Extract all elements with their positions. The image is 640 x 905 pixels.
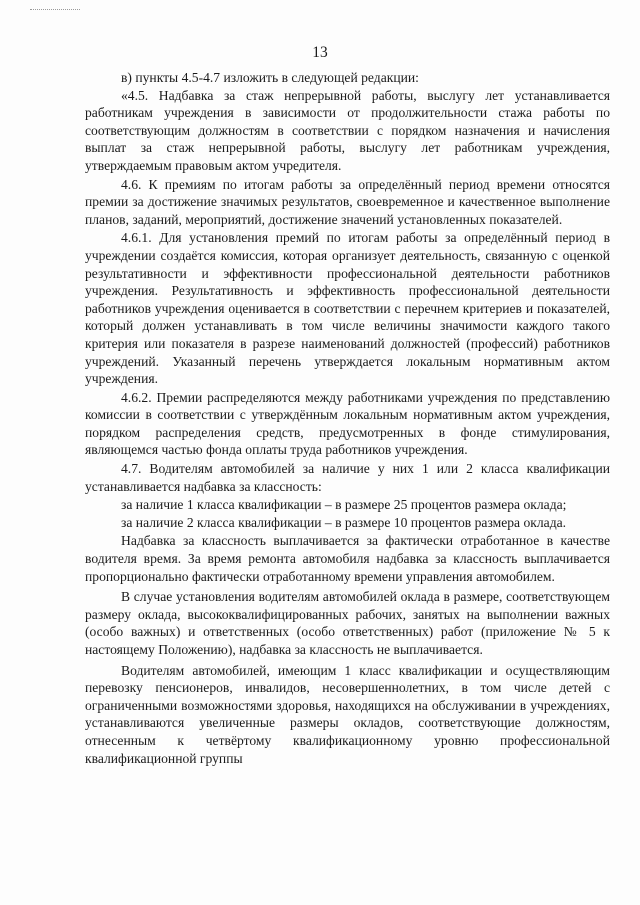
paragraph-4-6-2: 4.6.2. Премии распределяются между работниками учреждения по представлению комиссии в соответствии с утверждённым локальным нормативным актом учреждения, порядком распределения средств, предусмотренных в фонде стимулирования, являющемся частью фонда оплаты труда работников учреждения. xyxy=(85,389,610,458)
paragraph-4-6-1: 4.6.1. Для установления премий по итогам работы за определённый период в учреждении создаётся комиссия, которая организует деятельность, связанную с оценкой результативности и эффективности профессиональной деятельности работников учреждения. Результативность и эффективность профессиональной деятельности работников учреждения оценивается в соответствии с перечнем критериев и показателей, который должен устанавливать в том числе величины значимости каждого такого критерия или показателя в разрезе наименований должностей (профессий) работников учреждений. Указанный перечень утверждается локальным нормативным актом учреждения. xyxy=(85,230,610,387)
document-body xyxy=(85,69,610,767)
paragraph-drivers-increased: Водителям автомобилей, имеющим 1 класс квалификации и осуществляющим перевозку пенсионеров, инвалидов, несовершеннолетних, в том числе детей с ограниченными возможностями здоровья, находящихся на обслуживании в учреждениях, устанавливаются увеличенные размеры окладов, соответствующие должностям, отнесенным к четвёртому квалификационному уровню профессиональной квалификационной группы xyxy=(85,662,610,766)
paragraph-4-6: 4.6. К премиям по итогам работы за определённый период времени относятся премии за достижение значимых результатов, своевременное и качественное выполнение планов, заданий, мероприятий, достижение значений установленных показателей. xyxy=(85,176,610,227)
page-number: 13 xyxy=(312,44,328,61)
paragraph-4-5: «4.5. Надбавка за стаж непрерывной работы, выслугу лет устанавливается работникам учреждения в зависимости от продолжительности стажа работы по соответствующим должностям в соответствии с порядком назначения и начисления выплат за стаж непрерывной работы, выслугу лет работникам учреждения, утверждаемым правовым актом учредителя. xyxy=(85,87,610,173)
paragraph-class-2: за наличие 2 класса квалификации – в размере 10 процентов размера оклада. xyxy=(121,514,567,530)
paragraph-high-qualified: В случае установления водителям автомобилей оклада в размере, соответствующем размеру оклада, высококвалифицированных рабочих, занятых на выполнении важных (особо важных) и ответственных (особо ответственных) работ (приложение № 5 к настоящему Положению), надбавка за классность не выплачивается. xyxy=(85,589,610,657)
scan-artifact xyxy=(30,9,80,12)
paragraph-intro: в) пункты 4.5-4.7 изложить в следующей редакции: xyxy=(121,70,419,85)
paragraph-4-7: 4.7. Водителям автомобилей за наличие у них 1 или 2 класса квалификации устанавливается надбавка за классность: xyxy=(85,461,610,494)
paragraph-class-1: за наличие 1 класса квалификации – в размере 25 процентов размера оклада; xyxy=(121,497,567,513)
paragraph-classness-payment: Надбавка за классность выплачивается за фактически отработанное в качестве водителя время. За время ремонта автомобиля надбавка за классность выплачивается пропорционально фактически отработанному времени управления автомобилем. xyxy=(85,533,610,584)
